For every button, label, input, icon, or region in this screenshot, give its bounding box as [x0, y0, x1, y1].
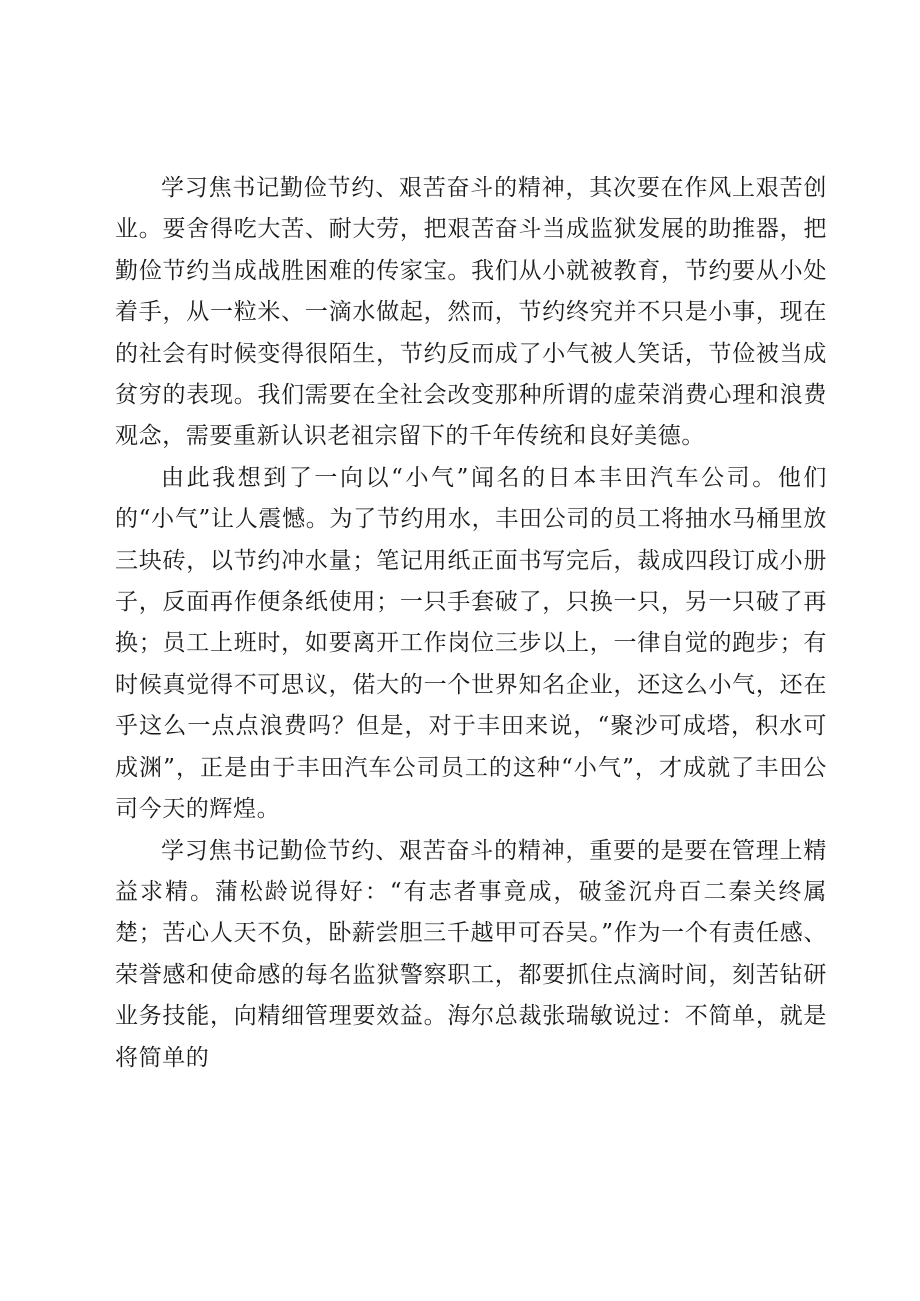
paragraph-1: 学习焦书记勤俭节约、艰苦奋斗的精神，其次要在作风上艰苦创业。要舍得吃大苦、耐大劳，把艰苦奋斗当成监狱发展的助推器，把勤俭节约当成战胜困难的传家宝。我们从小就被教育，节约要从小处着手，从一粒米、一滴水做起，然而，节约终究并不只是小事，现在的社会有时候变得很陌生，节约反而成了小气被人笑话，节俭被当成贫穷的表现。我们需要在全社会改变那种所谓的虚荣消费心理和浪费观念，需要重新认识老祖宗留下的千年传统和良好美德。	[115, 175, 827, 450]
paragraph-2: 由此我想到了一向以“小气”闻名的日本丰田汽车公司。他们的“小气”让人震憾。为了节约用水，丰田公司的员工将抽水马桶里放三块砖，以节约冲水量；笔记用纸正面书写完后，裁成四段订成小册子，反面再作便条纸使用；一只手套破了，只换一只，另一只破了再换；员工上班时，如要离开工作岗位三步以上，一律自觉的跑步；有时候真觉得不可思议，偌大的一个世界知名企业，还这么小气，还在乎这么一点点浪费吗？但是，对于丰田来说，“聚沙可成塔，积水可成渊”，正是由于丰田汽车公司员工的这种“小气”，才成就了丰田公司今天的辉煌。	[115, 464, 827, 823]
document-body	[115, 168, 827, 1079]
paragraph-3: 学习焦书记勤俭节约、艰苦奋斗的精神，重要的是要在管理上精益求精。蒲松龄说得好：“有志者事竟成，破釜沉舟百二秦关终属楚；苦心人天不负，卧薪尝胆三千越甲可吞吴。”作为一个有责任感、荣誉感和使命感的每名监狱警察职工，都要抓住点滴时间，刻苦钻研业务技能，向精细管理要效益。海尔总裁张瑞敏说过：不简单，就是将简单的	[115, 837, 827, 1071]
